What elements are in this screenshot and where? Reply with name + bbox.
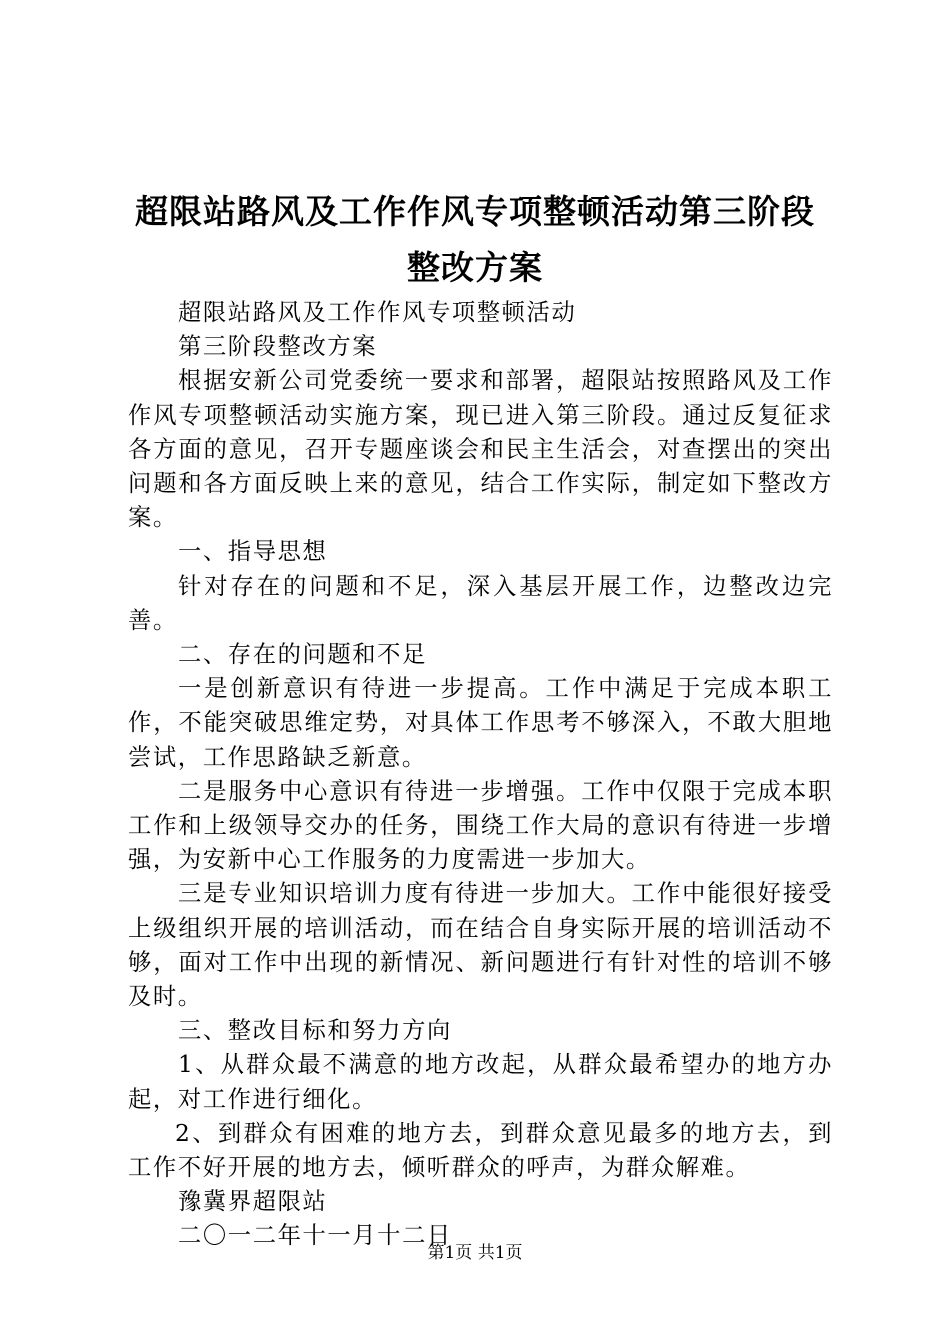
document-title-line-2: 整改方案 (407, 248, 543, 287)
problem-paragraph-1: 一是创新意识有待进一步提高。工作中满足于完成本职工作，不能突破思维定势，对具体工作思考不够深入，不敢大胆地尝试，工作思路缺乏新意。 (128, 675, 833, 771)
section-heading-1: 一、指导思想 (178, 538, 328, 566)
intro-paragraph: 根据安新公司党委统一要求和部署，超限站按照路风及工作作风专项整顿活动实施方案，现已进入第三阶段。通过反复征求各方面的意见，召开专题座谈会和民主生活会，对查摆出的突出问题和各方面反映上来的意见，结合工作实际，制定如下整改方案。 (128, 367, 833, 532)
page-footer: 第1页 共1页 (427, 1243, 523, 1263)
signature-organization: 豫冀界超限站 (178, 1188, 328, 1216)
goal-paragraph-1: 1、从群众最不满意的地方改起，从群众最希望办的地方办起，对工作进行细化。 (128, 1051, 833, 1113)
signature-date: 二〇一二年十一月十二日 (178, 1222, 452, 1250)
subtitle-line-2: 第三阶段整改方案 (178, 333, 378, 361)
section-1-paragraph: 针对存在的问题和不足，深入基层开展工作，边整改边完善。 (128, 572, 833, 634)
section-heading-2: 二、存在的问题和不足 (178, 641, 427, 669)
goal-paragraph-2: 2、到群众有困难的地方去，到群众意见最多的地方去，到工作不好开展的地方去，倾听群众的呼声，为群众解难。 (128, 1119, 833, 1182)
document-body (128, 296, 833, 1254)
document-title-line-1: 超限站路风及工作作风专项整顿活动第三阶段 (135, 192, 815, 231)
problem-paragraph-2: 二是服务中心意识有待进一步增强。工作中仅限于完成本职工作和上级领导交办的任务，围绕工作大局的意识有待进一步增强，为安新中心工作服务的力度需进一步加大。 (128, 777, 833, 874)
section-heading-3: 三、整改目标和努力方向 (178, 1017, 452, 1045)
subtitle-line-1: 超限站路风及工作作风专项整顿活动 (178, 299, 577, 326)
problem-paragraph-3: 三是专业知识培训力度有待进一步加大。工作中能很好接受上级组织开展的培训活动，而在结合自身实际开展的培训活动不够，面对工作中出现的新情况、新问题进行有针对性的培训不够及时。 (128, 880, 833, 1011)
